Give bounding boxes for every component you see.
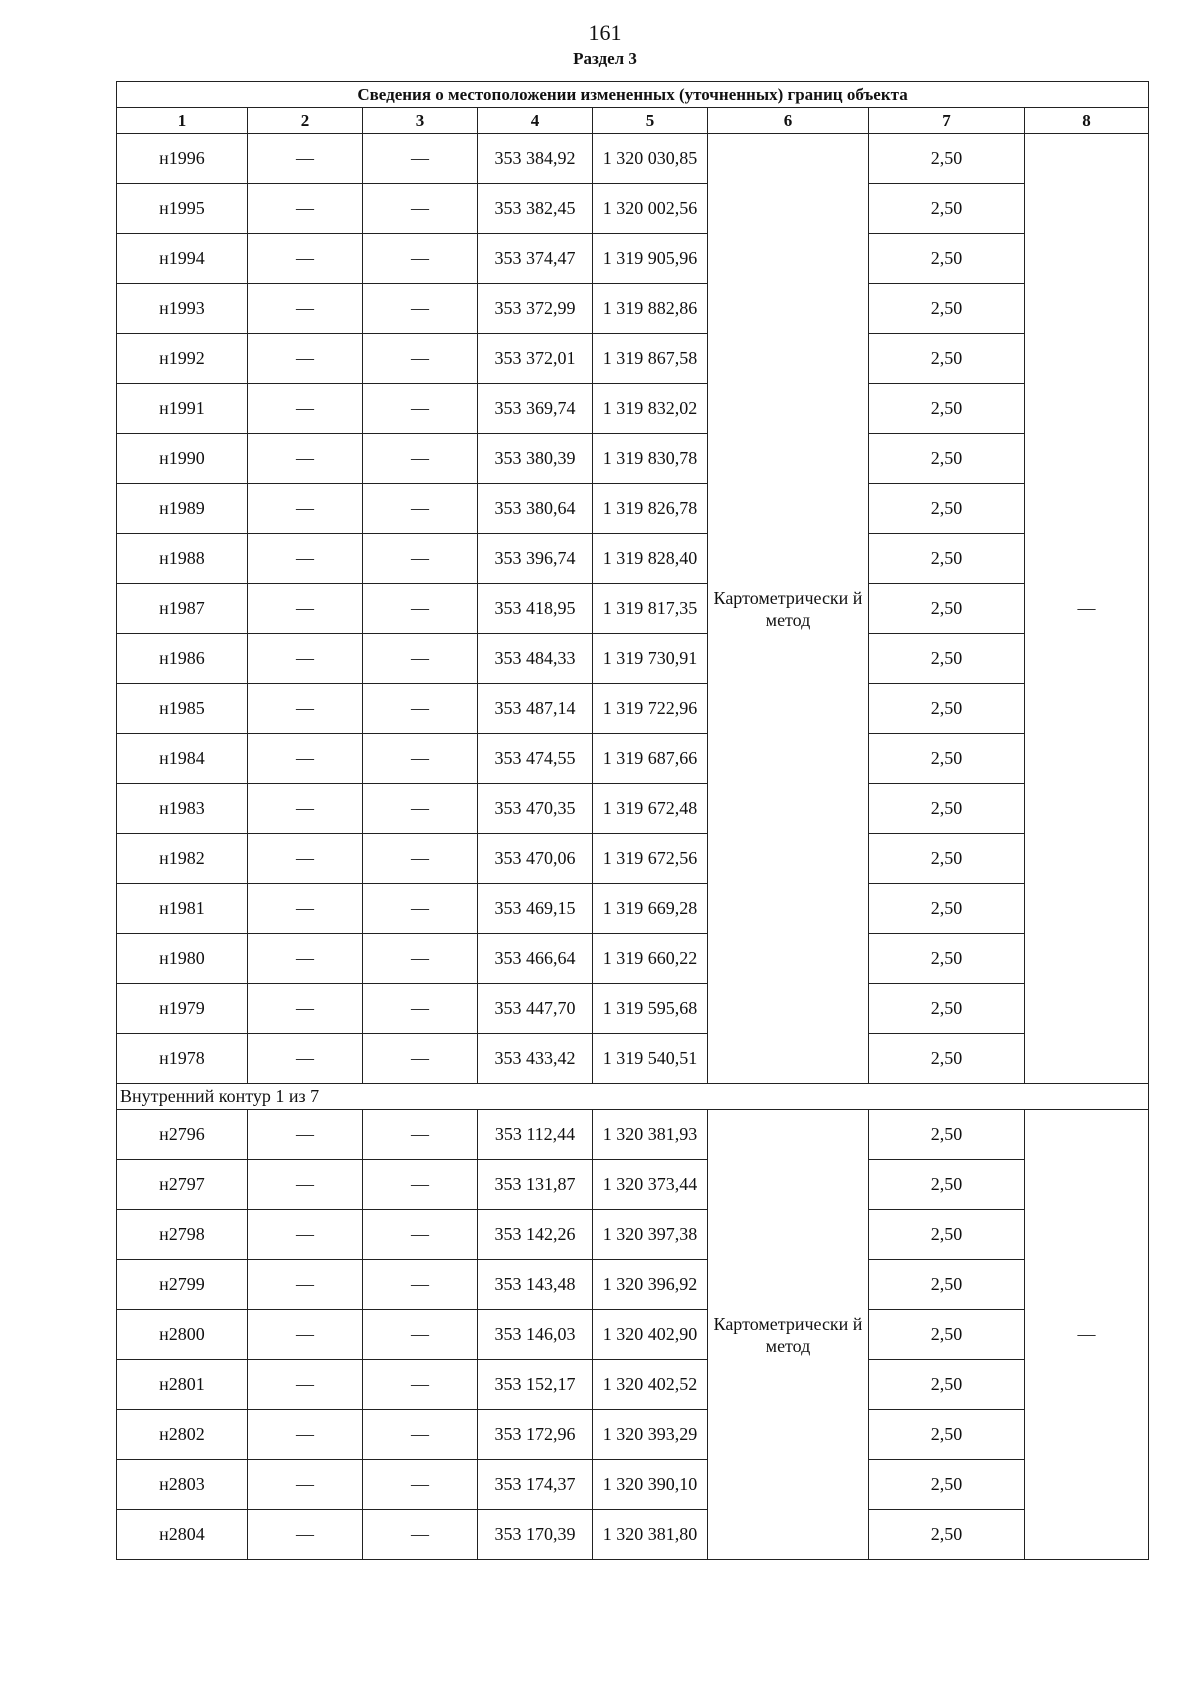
accuracy-cell: 2,50 xyxy=(869,434,1025,484)
method-cell: Картометрически й метод xyxy=(708,134,869,1084)
accuracy-cell: 2,50 xyxy=(869,384,1025,434)
x-coordinate-cell: 353 172,96 xyxy=(478,1410,593,1460)
x-coordinate-cell: 353 372,01 xyxy=(478,334,593,384)
y-coordinate-cell: 1 319 867,58 xyxy=(593,334,708,384)
point-name-cell: н1987 xyxy=(117,584,248,634)
col3-cell: — xyxy=(363,934,478,984)
col2-cell: — xyxy=(248,734,363,784)
table-title: Сведения о местоположении измененных (уточненных) границ объекта xyxy=(117,82,1149,108)
table-row xyxy=(117,1034,1149,1084)
point-name-cell: н1989 xyxy=(117,484,248,534)
y-coordinate-cell: 1 319 595,68 xyxy=(593,984,708,1034)
point-name-cell: н2800 xyxy=(117,1310,248,1360)
x-coordinate-cell: 353 170,39 xyxy=(478,1510,593,1560)
col3-cell: — xyxy=(363,234,478,284)
y-coordinate-cell: 1 319 905,96 xyxy=(593,234,708,284)
point-name-cell: н1991 xyxy=(117,384,248,434)
point-name-cell: н1985 xyxy=(117,684,248,734)
table-row xyxy=(117,934,1149,984)
accuracy-cell: 2,50 xyxy=(869,234,1025,284)
col2-cell: — xyxy=(248,1360,363,1410)
point-name-cell: н1979 xyxy=(117,984,248,1034)
column-number: 6 xyxy=(708,108,869,134)
col2-cell: — xyxy=(248,934,363,984)
table-row xyxy=(117,1210,1149,1260)
col2-cell: — xyxy=(248,384,363,434)
point-name-cell: н2797 xyxy=(117,1160,248,1210)
y-coordinate-cell: 1 319 722,96 xyxy=(593,684,708,734)
point-name-cell: н2798 xyxy=(117,1210,248,1260)
y-coordinate-cell: 1 320 397,38 xyxy=(593,1210,708,1260)
column-number: 3 xyxy=(363,108,478,134)
col3-cell: — xyxy=(363,1160,478,1210)
col3-cell: — xyxy=(363,384,478,434)
y-coordinate-cell: 1 320 373,44 xyxy=(593,1160,708,1210)
y-coordinate-cell: 1 320 402,52 xyxy=(593,1360,708,1410)
accuracy-cell: 2,50 xyxy=(869,984,1025,1034)
table-row xyxy=(117,434,1149,484)
x-coordinate-cell: 353 372,99 xyxy=(478,284,593,334)
col2-cell: — xyxy=(248,234,363,284)
y-coordinate-cell: 1 319 817,35 xyxy=(593,584,708,634)
accuracy-cell: 2,50 xyxy=(869,184,1025,234)
table-row xyxy=(117,1410,1149,1460)
section-title: Раздел 3 xyxy=(573,49,637,68)
col2-cell: — xyxy=(248,284,363,334)
x-coordinate-cell: 353 418,95 xyxy=(478,584,593,634)
col2-cell: — xyxy=(248,584,363,634)
x-coordinate-cell: 353 131,87 xyxy=(478,1160,593,1210)
col3-cell: — xyxy=(363,784,478,834)
y-coordinate-cell: 1 320 002,56 xyxy=(593,184,708,234)
x-coordinate-cell: 353 466,64 xyxy=(478,934,593,984)
accuracy-cell: 2,50 xyxy=(869,1310,1025,1360)
point-name-cell: н1986 xyxy=(117,634,248,684)
point-name-cell: н1983 xyxy=(117,784,248,834)
table-row xyxy=(117,1310,1149,1360)
col3-cell: — xyxy=(363,1410,478,1460)
accuracy-cell: 2,50 xyxy=(869,584,1025,634)
x-coordinate-cell: 353 142,26 xyxy=(478,1210,593,1260)
y-coordinate-cell: 1 319 672,56 xyxy=(593,834,708,884)
accuracy-cell: 2,50 xyxy=(869,784,1025,834)
point-name-cell: н2799 xyxy=(117,1260,248,1310)
col2-cell: — xyxy=(248,684,363,734)
y-coordinate-cell: 1 320 381,93 xyxy=(593,1110,708,1160)
accuracy-cell: 2,50 xyxy=(869,1410,1025,1460)
x-coordinate-cell: 353 484,33 xyxy=(478,634,593,684)
column-number: 7 xyxy=(869,108,1025,134)
col3-cell: — xyxy=(363,884,478,934)
col2-cell: — xyxy=(248,1460,363,1510)
y-coordinate-cell: 1 319 660,22 xyxy=(593,934,708,984)
accuracy-cell: 2,50 xyxy=(869,534,1025,584)
column-number: 4 xyxy=(478,108,593,134)
point-name-cell: н2801 xyxy=(117,1360,248,1410)
col2-cell: — xyxy=(248,534,363,584)
col3-cell: — xyxy=(363,134,478,184)
x-coordinate-cell: 353 382,45 xyxy=(478,184,593,234)
y-coordinate-cell: 1 319 828,40 xyxy=(593,534,708,584)
y-coordinate-cell: 1 319 832,02 xyxy=(593,384,708,434)
accuracy-cell: 2,50 xyxy=(869,734,1025,784)
table-row xyxy=(117,884,1149,934)
column-number: 2 xyxy=(248,108,363,134)
col8-cell: — xyxy=(1025,1110,1149,1560)
col3-cell: — xyxy=(363,284,478,334)
col2-cell: — xyxy=(248,784,363,834)
col2-cell: — xyxy=(248,484,363,534)
point-name-cell: н2796 xyxy=(117,1110,248,1160)
point-name-cell: н1978 xyxy=(117,1034,248,1084)
x-coordinate-cell: 353 470,06 xyxy=(478,834,593,884)
accuracy-cell: 2,50 xyxy=(869,1460,1025,1510)
point-name-cell: н1994 xyxy=(117,234,248,284)
col3-cell: — xyxy=(363,484,478,534)
col3-cell: — xyxy=(363,434,478,484)
table-row xyxy=(117,1460,1149,1510)
contour-row xyxy=(117,1084,1149,1110)
y-coordinate-cell: 1 320 396,92 xyxy=(593,1260,708,1310)
point-name-cell: н1996 xyxy=(117,134,248,184)
x-coordinate-cell: 353 469,15 xyxy=(478,884,593,934)
col2-cell: — xyxy=(248,1210,363,1260)
point-name-cell: н1980 xyxy=(117,934,248,984)
method-cell: Картометрически й метод xyxy=(708,1110,869,1560)
x-coordinate-cell: 353 474,55 xyxy=(478,734,593,784)
column-number: 5 xyxy=(593,108,708,134)
col3-cell: — xyxy=(363,1310,478,1360)
point-name-cell: н1993 xyxy=(117,284,248,334)
column-number-row xyxy=(117,108,1149,134)
accuracy-cell: 2,50 xyxy=(869,134,1025,184)
accuracy-cell: 2,50 xyxy=(869,1510,1025,1560)
col8-cell: — xyxy=(1025,134,1149,1084)
x-coordinate-cell: 353 487,14 xyxy=(478,684,593,734)
page-number: 161 xyxy=(588,20,622,45)
y-coordinate-cell: 1 319 687,66 xyxy=(593,734,708,784)
accuracy-cell: 2,50 xyxy=(869,1160,1025,1210)
col2-cell: — xyxy=(248,1110,363,1160)
accuracy-cell: 2,50 xyxy=(869,334,1025,384)
accuracy-cell: 2,50 xyxy=(869,1110,1025,1160)
table-row xyxy=(117,184,1149,234)
x-coordinate-cell: 353 374,47 xyxy=(478,234,593,284)
col3-cell: — xyxy=(363,734,478,784)
x-coordinate-cell: 353 174,37 xyxy=(478,1460,593,1510)
table-row xyxy=(117,384,1149,434)
table-row xyxy=(117,534,1149,584)
col3-cell: — xyxy=(363,634,478,684)
accuracy-cell: 2,50 xyxy=(869,284,1025,334)
table-row xyxy=(117,284,1149,334)
table-row xyxy=(117,1510,1149,1560)
accuracy-cell: 2,50 xyxy=(869,1260,1025,1310)
y-coordinate-cell: 1 319 540,51 xyxy=(593,1034,708,1084)
col3-cell: — xyxy=(363,1210,478,1260)
accuracy-cell: 2,50 xyxy=(869,634,1025,684)
col3-cell: — xyxy=(363,1460,478,1510)
col3-cell: — xyxy=(363,1510,478,1560)
col3-cell: — xyxy=(363,1360,478,1410)
col2-cell: — xyxy=(248,984,363,1034)
y-coordinate-cell: 1 319 830,78 xyxy=(593,434,708,484)
accuracy-cell: 2,50 xyxy=(869,884,1025,934)
y-coordinate-cell: 1 320 402,90 xyxy=(593,1310,708,1360)
col2-cell: — xyxy=(248,1410,363,1460)
col2-cell: — xyxy=(248,1160,363,1210)
col3-cell: — xyxy=(363,1260,478,1310)
col3-cell: — xyxy=(363,834,478,884)
col3-cell: — xyxy=(363,584,478,634)
col2-cell: — xyxy=(248,434,363,484)
x-coordinate-cell: 353 384,92 xyxy=(478,134,593,184)
y-coordinate-cell: 1 320 381,80 xyxy=(593,1510,708,1560)
accuracy-cell: 2,50 xyxy=(869,834,1025,884)
y-coordinate-cell: 1 320 390,10 xyxy=(593,1460,708,1510)
point-name-cell: н1981 xyxy=(117,884,248,934)
col2-cell: — xyxy=(248,134,363,184)
accuracy-cell: 2,50 xyxy=(869,1210,1025,1260)
col2-cell: — xyxy=(248,634,363,684)
y-coordinate-cell: 1 319 882,86 xyxy=(593,284,708,334)
col3-cell: — xyxy=(363,184,478,234)
table-row xyxy=(117,1110,1149,1160)
col3-cell: — xyxy=(363,684,478,734)
col2-cell: — xyxy=(248,1510,363,1560)
y-coordinate-cell: 1 319 669,28 xyxy=(593,884,708,934)
x-coordinate-cell: 353 112,44 xyxy=(478,1110,593,1160)
y-coordinate-cell: 1 320 030,85 xyxy=(593,134,708,184)
point-name-cell: н1995 xyxy=(117,184,248,234)
x-coordinate-cell: 353 369,74 xyxy=(478,384,593,434)
col3-cell: — xyxy=(363,984,478,1034)
table-row xyxy=(117,584,1149,634)
x-coordinate-cell: 353 433,42 xyxy=(478,1034,593,1084)
x-coordinate-cell: 353 470,35 xyxy=(478,784,593,834)
point-name-cell: н1984 xyxy=(117,734,248,784)
col2-cell: — xyxy=(248,334,363,384)
point-name-cell: н1988 xyxy=(117,534,248,584)
col2-cell: — xyxy=(248,884,363,934)
table-row xyxy=(117,484,1149,534)
table-row xyxy=(117,134,1149,184)
table-row xyxy=(117,784,1149,834)
y-coordinate-cell: 1 320 393,29 xyxy=(593,1410,708,1460)
point-name-cell: н2803 xyxy=(117,1460,248,1510)
col2-cell: — xyxy=(248,1260,363,1310)
table-row xyxy=(117,234,1149,284)
boundary-coordinates-table xyxy=(116,81,1149,1560)
y-coordinate-cell: 1 319 672,48 xyxy=(593,784,708,834)
table-row xyxy=(117,684,1149,734)
point-name-cell: н1990 xyxy=(117,434,248,484)
col2-cell: — xyxy=(248,1310,363,1360)
x-coordinate-cell: 353 152,17 xyxy=(478,1360,593,1410)
accuracy-cell: 2,50 xyxy=(869,484,1025,534)
table-row xyxy=(117,1160,1149,1210)
column-number: 1 xyxy=(117,108,248,134)
accuracy-cell: 2,50 xyxy=(869,1360,1025,1410)
col2-cell: — xyxy=(248,184,363,234)
point-name-cell: н1982 xyxy=(117,834,248,884)
accuracy-cell: 2,50 xyxy=(869,934,1025,984)
col3-cell: — xyxy=(363,1110,478,1160)
table-row xyxy=(117,1360,1149,1410)
table-row xyxy=(117,984,1149,1034)
col3-cell: — xyxy=(363,534,478,584)
accuracy-cell: 2,50 xyxy=(869,684,1025,734)
accuracy-cell: 2,50 xyxy=(869,1034,1025,1084)
x-coordinate-cell: 353 380,39 xyxy=(478,434,593,484)
x-coordinate-cell: 353 380,64 xyxy=(478,484,593,534)
table-row xyxy=(117,734,1149,784)
y-coordinate-cell: 1 319 730,91 xyxy=(593,634,708,684)
x-coordinate-cell: 353 146,03 xyxy=(478,1310,593,1360)
x-coordinate-cell: 353 447,70 xyxy=(478,984,593,1034)
col2-cell: — xyxy=(248,834,363,884)
column-number: 8 xyxy=(1025,108,1149,134)
table-row xyxy=(117,1260,1149,1310)
table-body xyxy=(117,134,1149,1560)
col3-cell: — xyxy=(363,1034,478,1084)
point-name-cell: н2804 xyxy=(117,1510,248,1560)
point-name-cell: н1992 xyxy=(117,334,248,384)
point-name-cell: н2802 xyxy=(117,1410,248,1460)
col3-cell: — xyxy=(363,334,478,384)
col2-cell: — xyxy=(248,1034,363,1084)
contour-label: Внутренний контур 1 из 7 xyxy=(117,1084,1149,1110)
table-row xyxy=(117,634,1149,684)
table-row xyxy=(117,834,1149,884)
table-row xyxy=(117,334,1149,384)
x-coordinate-cell: 353 396,74 xyxy=(478,534,593,584)
y-coordinate-cell: 1 319 826,78 xyxy=(593,484,708,534)
x-coordinate-cell: 353 143,48 xyxy=(478,1260,593,1310)
